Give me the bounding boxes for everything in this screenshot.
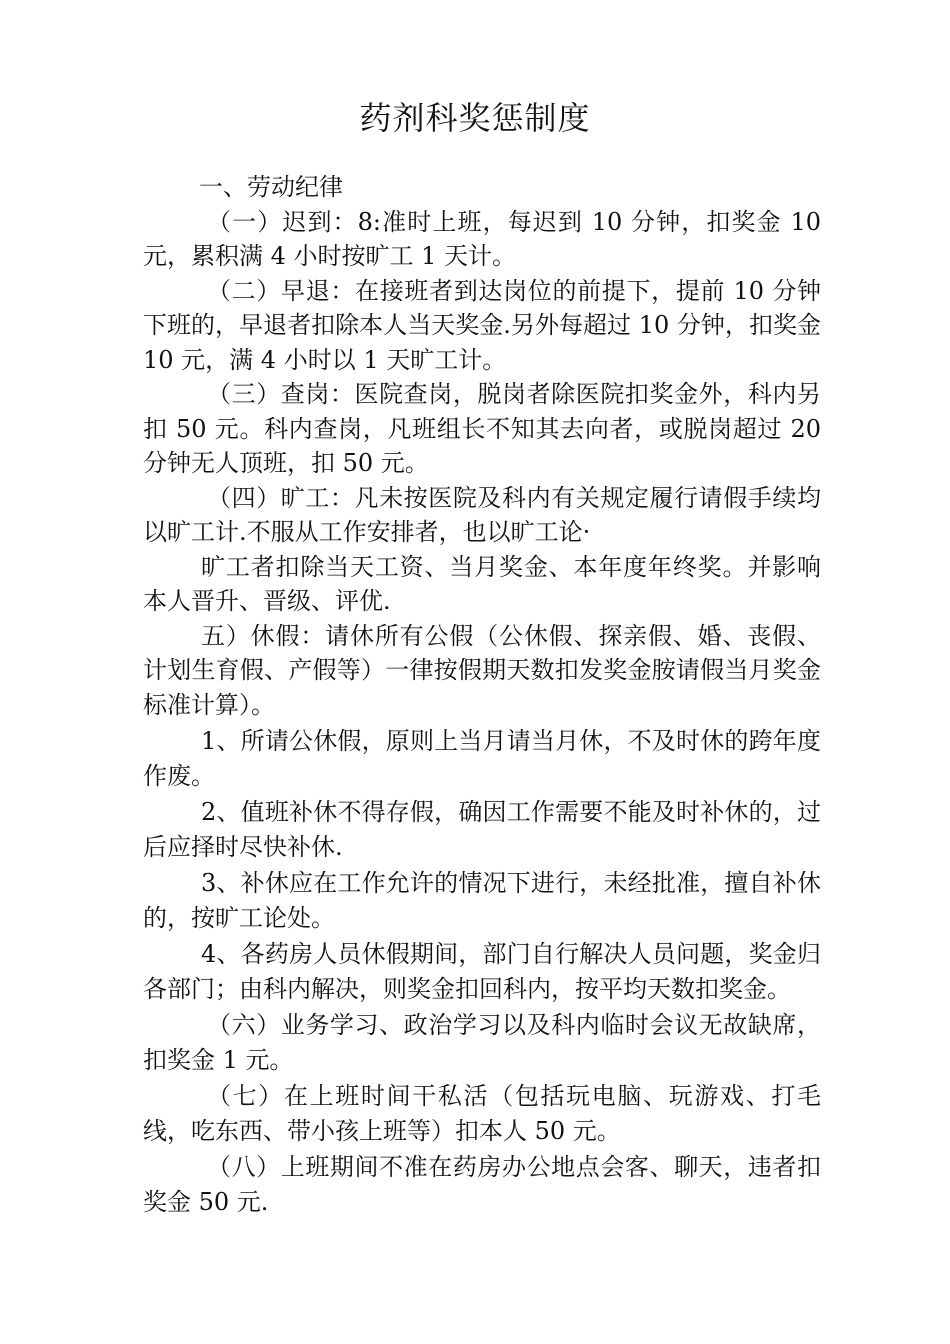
paragraph-leave: 五）休假：请休所有公假（公休假、探亲假、婚、丧假、计划生育假、产假等）一律按假期天数扣发奖金胺请假当月奖金标准计算）。 — [143, 621, 821, 719]
paragraph-private-work: （七）在上班时间干私活（包括玩电脑、玩游戏、打毛线，吃东西、带小孩上班等）扣本人 50 元。 — [143, 1082, 821, 1145]
paragraph-visitors-chatting: （八）上班期间不准在药房办公地点会客、聊天，违者扣奖金 50 元. — [143, 1153, 821, 1216]
paragraph-absenteeism: （四）旷工：凡未按医院及科内有关规定履行请假手续均以旷工计.不服从工作安排者，也以旷工论· — [143, 483, 821, 546]
paragraph-late-arrival: （一）迟到：8:准时上班，每迟到 10 分钟，扣奖金 10 元，累积满 4 小时按旷工 1 天计。 — [143, 207, 821, 270]
section-heading-labor-discipline: 一、劳动纪律 — [199, 173, 343, 201]
list-item-leave-2: 2、值班补休不得存假，确因工作需要不能及时补休的，过后应择时尽快补休. — [143, 798, 821, 861]
document-body — [143, 170, 821, 1219]
paragraph-post-check: （三）查岗：医院查岗，脱岗者除医院扣奖金外，科内另扣 50 元。科内查岗，凡班组长不知其去向者，或脱岗超过 20 分钟无人顶班，扣 50 元。 — [143, 380, 821, 477]
paragraph-early-leave: （二）早退：在接班者到达岗位的前提下，提前 10 分钟下班的，早退者扣除本人当天奖金.另外每超过 10 分钟，扣奖金 10 元，满 4 小时以 1 天旷工计。 — [143, 276, 821, 374]
paragraph-meeting-absence: （六）业务学习、政治学习以及科内临时会议无故缺席，扣奖金 1 元。 — [143, 1011, 821, 1074]
list-item-leave-4: 4、各药房人员休假期间，部门自行解决人员问题，奖金归各部门；由科内解决，则奖金扣回科内，按平均天数扣奖金。 — [143, 940, 821, 1003]
list-item-leave-1: 1、所请公休假，原则上当月请当月休，不及时休的跨年度作废。 — [143, 727, 821, 790]
list-item-leave-3: 3、补休应在工作允许的情况下进行，未经批准，擅自补休的，按旷工论处。 — [143, 869, 821, 932]
paragraph-absenteeism-penalty: 旷工者扣除当天工资、当月奖金、本年度年终奖。并影响本人晋升、晋级、评优. — [143, 552, 821, 615]
document-title: 药剂科奖惩制度 — [359, 99, 591, 137]
